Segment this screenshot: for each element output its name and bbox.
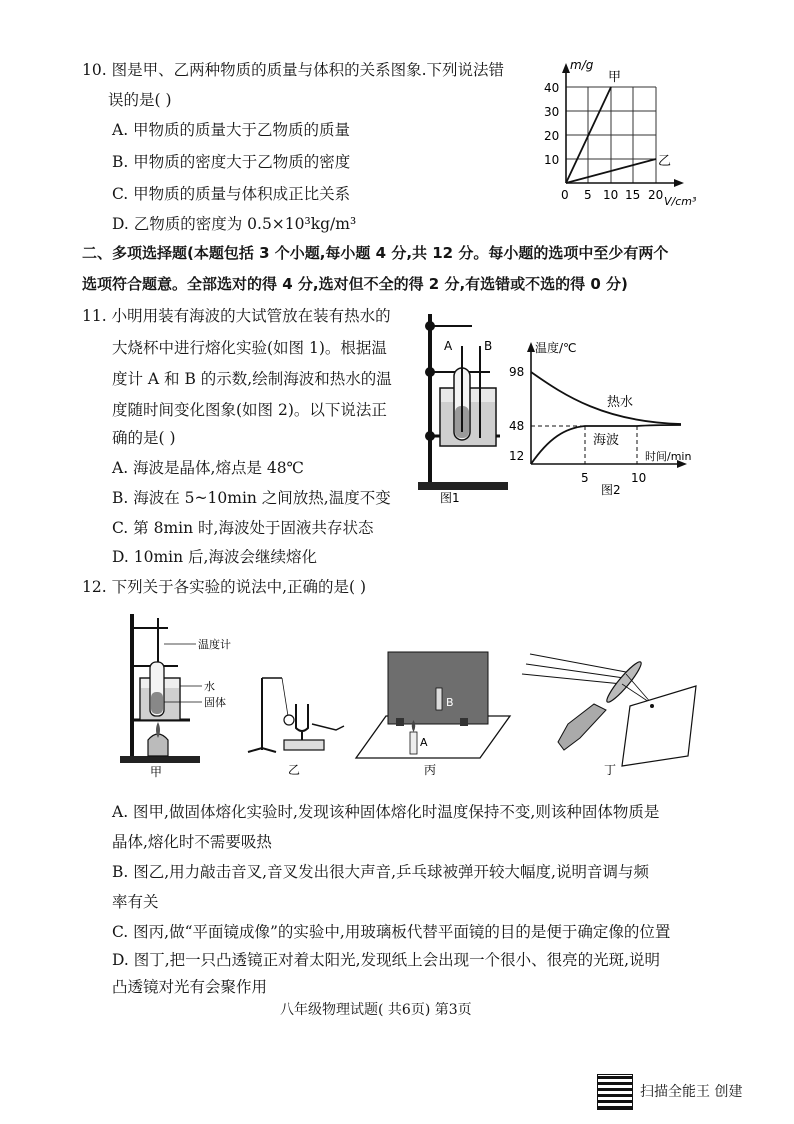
label-jia: 甲 — [608, 70, 622, 85]
q12-fig-yi — [240, 668, 360, 778]
label-b: B — [446, 696, 454, 709]
q11-stem-line4: 度随时间变化图象(如图 2)。以下说法正 — [112, 401, 387, 419]
light-spot — [650, 704, 654, 708]
y-axis-label: m/g — [570, 58, 594, 72]
q12-option-d-line1: D. 图丁,把一只凸透镜正对着太阳光,发现纸上会出现一个很小、很亮的光斑,说明 — [112, 951, 661, 969]
caption-yi: 乙 — [288, 763, 301, 777]
ping-pong-ball — [284, 715, 294, 725]
x-axis-label: V/cm³ — [664, 195, 697, 208]
plate-holder — [460, 718, 468, 726]
caption-jia: 甲 — [150, 765, 163, 778]
x-axis-label: 时间/min — [645, 450, 692, 463]
y-axis-arrow — [527, 342, 535, 352]
y-tick-20: 20 — [544, 129, 560, 143]
q11-option-c: C. 第 8min 时,海波处于固液共存状态 — [112, 519, 374, 537]
label-hot-water: 热水 — [607, 395, 634, 410]
section2-heading-line2: 选项符合题意。全部选对的得 4 分,选对但不全的得 2 分,有选错或不选的得 0 分) — [82, 275, 628, 293]
page-footer: 八年级物理试题( 共6页) 第3页 — [280, 1002, 472, 1018]
solid — [151, 692, 163, 714]
y-axis-label: 温度/℃ — [535, 341, 577, 355]
x-tick-15: 15 — [625, 188, 641, 202]
q10-stem-line1: 10. 图是甲、乙两种物质的质量与体积的关系图象.下列说法错 — [82, 61, 505, 79]
caption-ding: 丁 — [604, 763, 617, 777]
q10-mass-volume-graph — [530, 55, 710, 215]
q11-stem-line3: 度计 A 和 B 的示数,绘制海波和热水的温 — [112, 370, 392, 388]
label-water: 水 — [204, 680, 215, 693]
q11-option-b: B. 海波在 5~10min 之间放热,温度不变 — [112, 489, 391, 507]
label-hypo: 海波 — [593, 433, 620, 448]
stand-base — [418, 482, 508, 490]
x-tick-10: 10 — [631, 471, 647, 485]
fig1-caption: 图1 — [440, 491, 460, 505]
tuning-fork — [296, 704, 308, 731]
x-tick-10: 10 — [603, 188, 619, 202]
q11-stem-line5: 确的是( ) — [112, 429, 176, 447]
q11-option-a: A. 海波是晶体,熔点是 48℃ — [112, 459, 304, 477]
q11-fig1-apparatus — [410, 306, 510, 506]
y-tick-48: 48 — [509, 419, 525, 433]
string — [282, 678, 288, 716]
q12-option-a-line1: A. 图甲,做固体熔化实验时,发现该种固体熔化时温度保持不变,则该种固体物质是 — [112, 803, 660, 821]
label-a: A — [444, 339, 453, 353]
q11-fig2-graph — [505, 336, 695, 496]
qr-code-icon — [597, 1074, 633, 1110]
label-a: A — [420, 736, 428, 749]
watermark-text: 扫描全能王 创建 — [640, 1084, 743, 1100]
q10-option-a: A. 甲物质的质量大于乙物质的质量 — [112, 121, 351, 139]
q12-fig-bing — [350, 646, 515, 781]
caption-bing: 丙 — [424, 763, 437, 777]
q12-option-b-line2: 率有关 — [112, 893, 159, 911]
light-ray — [530, 654, 626, 672]
hand — [558, 704, 606, 750]
plate-holder — [396, 718, 404, 726]
label-thermometer: 温度计 — [198, 638, 231, 651]
q12-fig-jia — [110, 608, 240, 778]
label-yi: 乙 — [658, 154, 672, 169]
curve-hot-water — [531, 372, 681, 424]
q11-stem-line2: 大烧杯中进行熔化实验(如图 1)。根据温 — [112, 339, 387, 357]
paper — [622, 686, 696, 766]
q12-option-b-line1: B. 图乙,用力敲击音叉,音叉发出很大声音,乒乓球被弹开较大幅度,说明音调与频 — [112, 863, 649, 881]
x-tick-0: 0 — [561, 188, 569, 202]
fig2-caption: 图2 — [601, 483, 621, 496]
x-axis-arrow — [674, 179, 684, 187]
x-tick-5: 5 — [581, 471, 589, 485]
x-tick-5: 5 — [584, 188, 592, 202]
q12-option-a-line2: 晶体,熔化时不需要吸热 — [112, 833, 272, 851]
q10-option-c: C. 甲物质的质量与体积成正比关系 — [112, 185, 351, 203]
q11-stem-line1: 11. 小明用装有海波的大试管放在装有热水的 — [82, 307, 391, 325]
q12-option-d-line2: 凸透镜对光有会聚作用 — [112, 978, 268, 996]
q11-option-d: D. 10min 后,海波会继续熔化 — [112, 548, 317, 566]
candle-a — [410, 732, 417, 754]
q12-fig-ding — [518, 646, 703, 781]
q12-option-c: C. 图丙,做“平面镜成像”的实验中,用玻璃板代替平面镜的目的是便于确定像的位置 — [112, 923, 671, 941]
convex-lens — [603, 659, 644, 705]
y-tick-40: 40 — [544, 81, 560, 95]
section2-heading-line1: 二、多项选择题(本题包括 3 个小题,每小题 4 分,共 12 分。每小题的选项中至少有两个 — [82, 244, 669, 262]
q10-option-b: B. 甲物质的密度大于乙物质的密度 — [112, 153, 351, 171]
label-solid: 固体 — [204, 696, 226, 709]
stand-base — [120, 756, 200, 763]
y-axis-arrow — [562, 63, 570, 73]
q12-stem: 12. 下列关于各实验的说法中,正确的是( ) — [82, 578, 367, 596]
y-tick-30: 30 — [544, 105, 560, 119]
q10-option-d: D. 乙物质的密度为 0.5×10³kg/m³ — [112, 215, 357, 233]
y-tick-10: 10 — [544, 153, 560, 167]
x-tick-20: 20 — [648, 188, 664, 202]
hammer-hand — [312, 724, 344, 730]
label-b: B — [484, 339, 493, 353]
q10-stem-line2: 误的是( ) — [108, 91, 172, 109]
candle-b — [436, 688, 442, 710]
y-tick-12: 12 — [509, 449, 525, 463]
y-tick-98: 98 — [509, 365, 525, 379]
resonance-box — [284, 740, 324, 750]
